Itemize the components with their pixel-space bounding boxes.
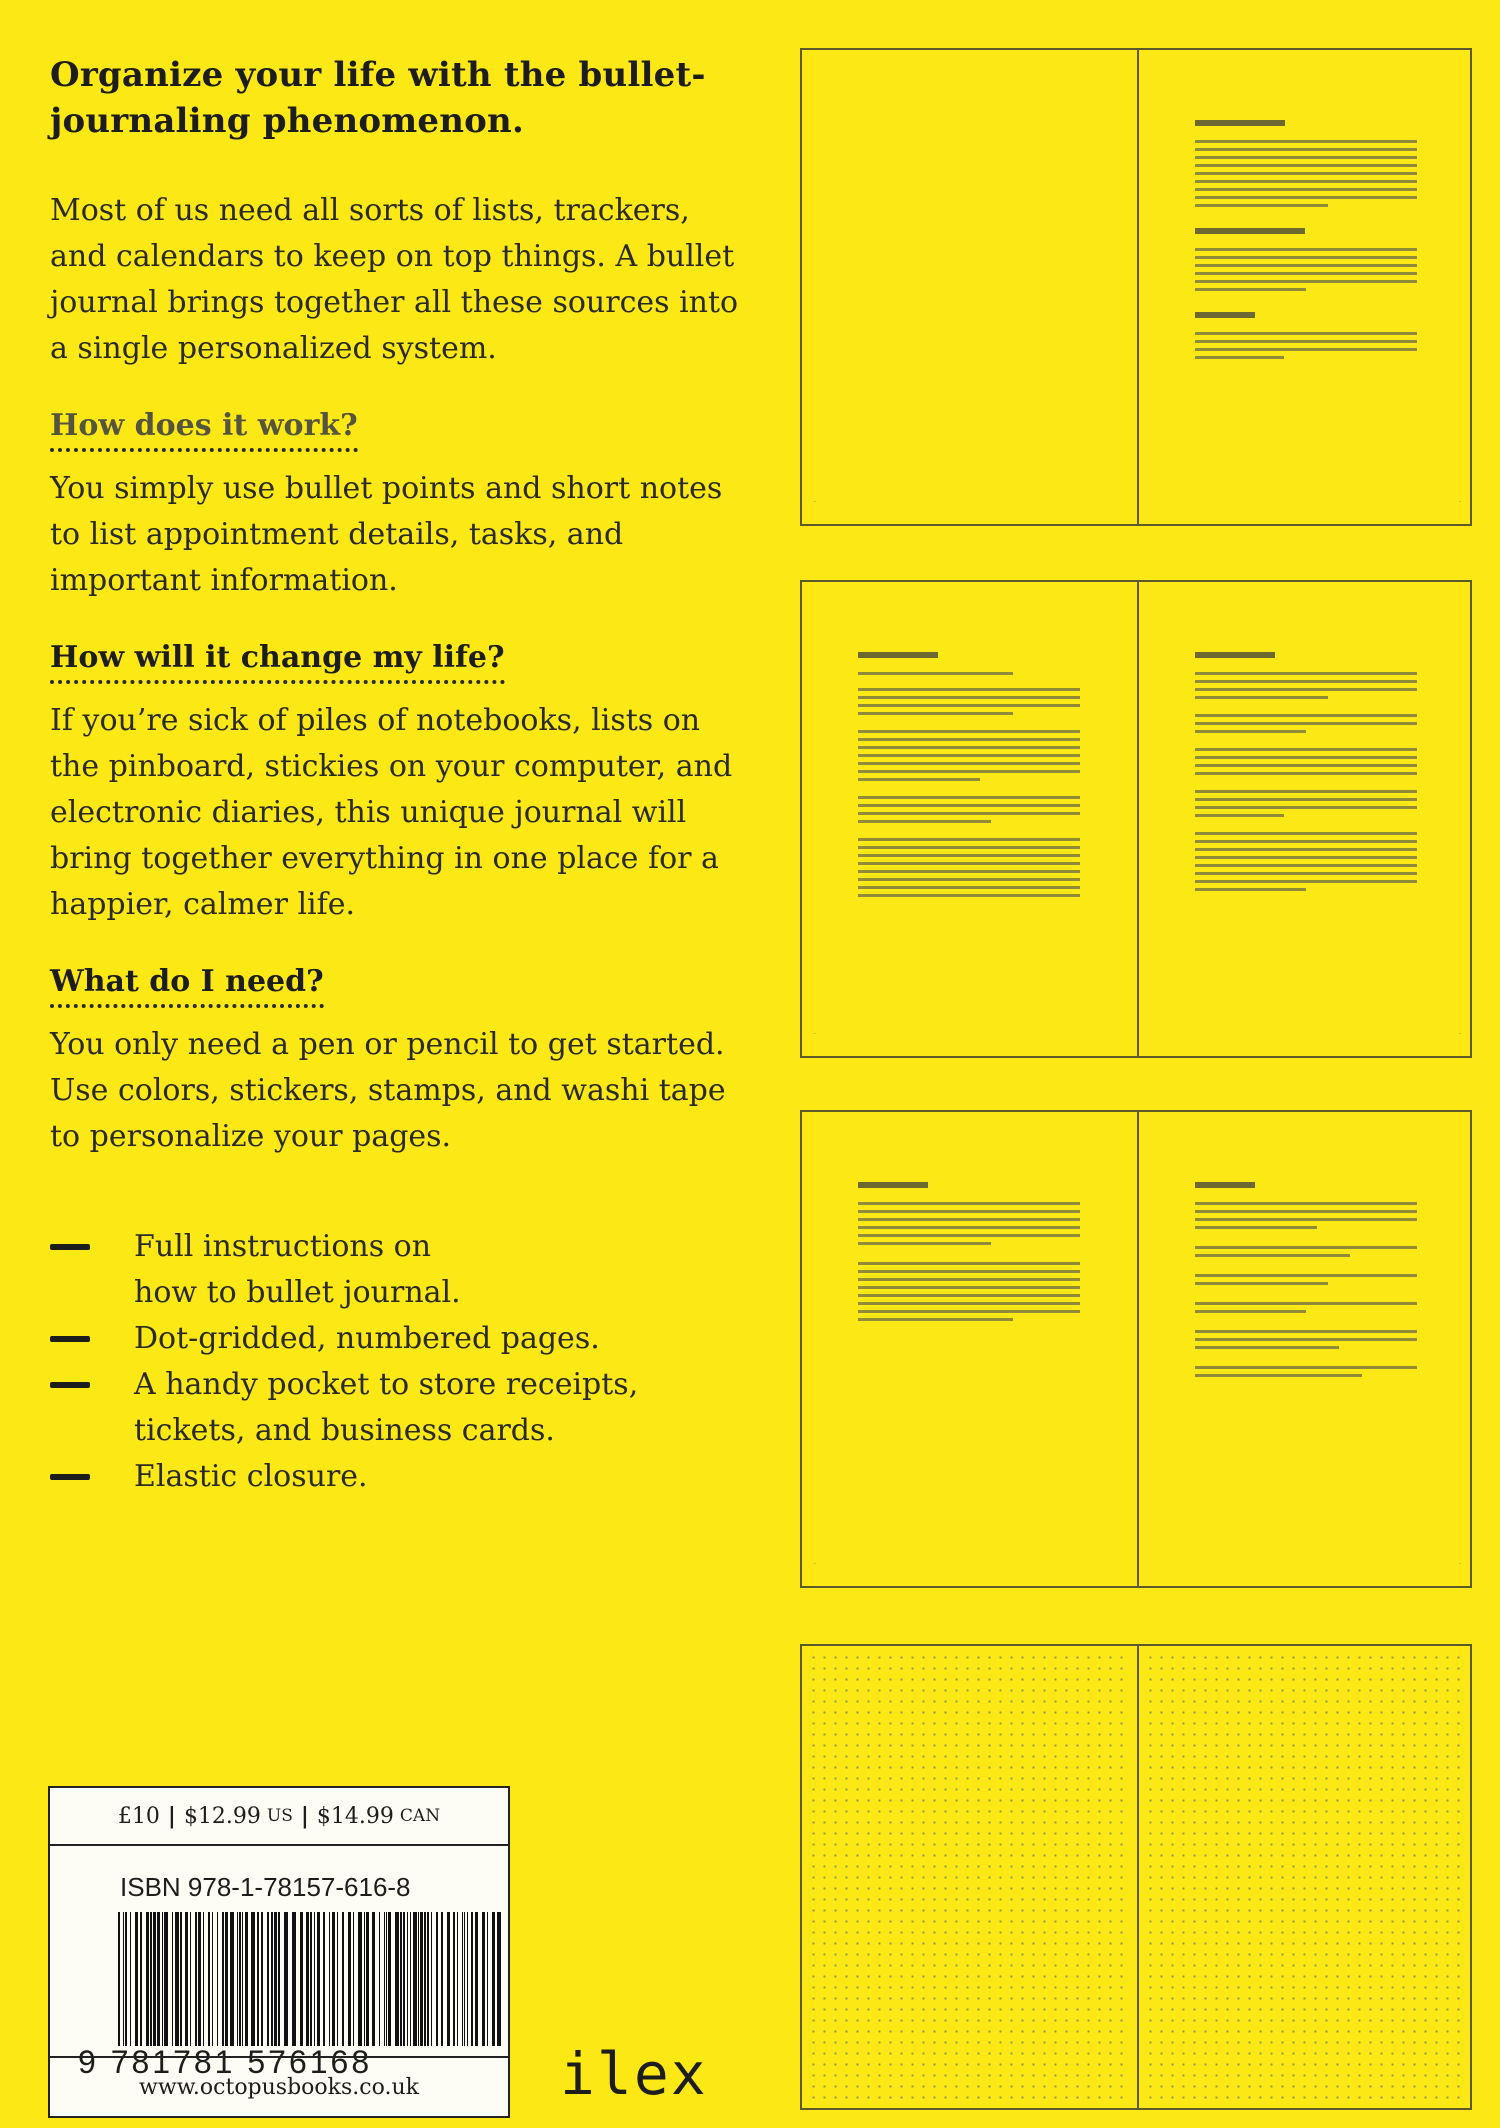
price-usd-label: US (266, 1806, 293, 1826)
price-barcode-box (48, 1786, 510, 2118)
price-usd: $12.99 (183, 1803, 261, 1829)
page-number-dot: · (814, 1561, 816, 1568)
feature-item (50, 1316, 750, 1362)
right-page (1139, 582, 1473, 1056)
website-url: www.octopusbooks.co.uk (50, 2056, 508, 2116)
dot-grid (1145, 1652, 1467, 2102)
page-number-dot: · (1459, 1561, 1461, 1568)
left-page (802, 50, 1136, 524)
left-page (802, 1646, 1136, 2108)
price-cad: $14.99 (316, 1803, 394, 1829)
dash-bullet-icon (50, 1244, 90, 1250)
section-change-life (50, 604, 750, 928)
sample-spread-2 (800, 580, 1472, 1058)
feature-list (50, 1224, 750, 1500)
section-body: You only need a pen or pencil to get started. Use colors, stickers, stamps, and washi tape to personalize your pages. (50, 1027, 726, 1154)
page-number-dot: · (814, 1031, 816, 1038)
left-page (802, 582, 1136, 1056)
sample-spread-1 (800, 48, 1472, 526)
feature-text: A handy pocket to store receipts, tickets, and business cards. (134, 1367, 639, 1448)
page-number-dot: · (814, 499, 816, 506)
left-page (802, 1112, 1136, 1586)
feature-text: Dot-gridded, numbered pages. (134, 1321, 600, 1356)
section-body: If you’re sick of piles of notebooks, lists on the pinboard, stickies on your computer, and electronic diaries, this unique journal will bring together everything in one place for a happier, calmer life. (50, 703, 733, 922)
isbn: ISBN 978-1-78157-616-8 (120, 1872, 411, 1902)
body-text-block (858, 652, 1080, 902)
body-text-block (1195, 120, 1417, 364)
right-page (1139, 50, 1473, 524)
price-row (50, 1788, 508, 1846)
price-cad-label: CAN (399, 1806, 441, 1826)
dot-grid (808, 1652, 1130, 2102)
section-heading: What do I need? (50, 962, 324, 1008)
price-separator: | (167, 1803, 176, 1829)
section-heading: How will it change my life? (50, 638, 505, 684)
right-page (1139, 1112, 1473, 1586)
dash-bullet-icon (50, 1474, 90, 1480)
section-how-it-works (50, 372, 750, 604)
back-cover-text (50, 52, 750, 1500)
feature-item (50, 1224, 750, 1316)
dash-bullet-icon (50, 1336, 90, 1342)
sample-spread-dot-grid (800, 1644, 1472, 2110)
section-what-need (50, 928, 750, 1160)
price-gbp: £10 (117, 1803, 160, 1829)
barcode-graphic (118, 1912, 504, 2046)
feature-item (50, 1454, 750, 1500)
intro-paragraph: Most of us need all sorts of lists, trackers, and calendars to keep on top things. A bullet journal brings together all these sources into a single personalized system. (50, 193, 739, 366)
dash-bullet-icon (50, 1382, 90, 1388)
price-separator: | (300, 1803, 309, 1829)
feature-item (50, 1362, 750, 1454)
publisher-logo: ilex (560, 2040, 708, 2108)
page-number-dot: · (1459, 499, 1461, 506)
body-text-block (1195, 652, 1417, 896)
section-body: You simply use bullet points and short notes to list appointment details, tasks, and important information. (50, 471, 723, 598)
feature-text: Elastic closure. (134, 1459, 368, 1494)
body-text-block (858, 1182, 1080, 1326)
section-heading: How does it work? (50, 406, 358, 452)
barcode-digits: 9 781781 576168 (78, 2044, 373, 2080)
right-page (1139, 1646, 1473, 2108)
feature-text: Full instructions on how to bullet journal. (134, 1229, 461, 1310)
page-number-dot: · (1459, 1031, 1461, 1038)
body-text-block (1195, 1182, 1417, 1382)
sample-spread-3 (800, 1110, 1472, 1588)
headline: Organize your life with the bullet- journaling phenomenon. (50, 55, 706, 141)
